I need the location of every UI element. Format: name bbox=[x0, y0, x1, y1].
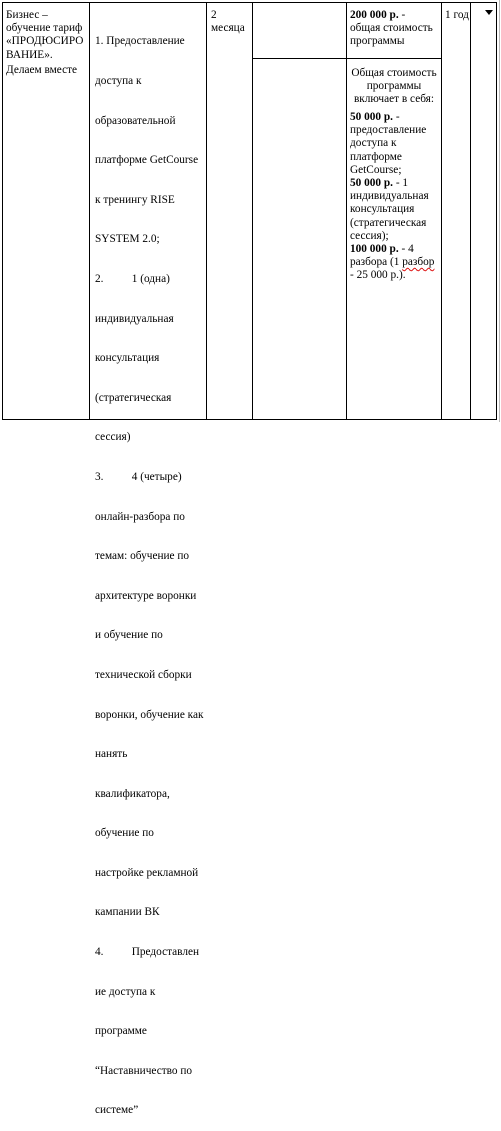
cost-cell-divider bbox=[253, 58, 441, 59]
services-line: 4. Предоставлен bbox=[95, 946, 200, 959]
breakdown-item1-line: GetCourse; bbox=[350, 163, 402, 176]
services-line: доступа к bbox=[95, 75, 142, 87]
services-line: образовательной bbox=[95, 114, 176, 127]
services-line: архитектуре воронки bbox=[95, 589, 197, 602]
table-border-top bbox=[2, 2, 497, 3]
services-line: кампании ВК bbox=[95, 906, 160, 919]
services-line: SYSTEM 2.0; bbox=[95, 233, 160, 246]
services-line: сессия) bbox=[95, 431, 131, 444]
services-line: обучение по bbox=[95, 827, 154, 840]
services-line: ие доступа к bbox=[95, 985, 156, 998]
services-line: технической сборки bbox=[95, 668, 192, 681]
spellcheck-flagged-word: разбор bbox=[402, 256, 435, 269]
product-line: Делаем вместе bbox=[6, 63, 78, 76]
product-line: ВАНИЕ». bbox=[6, 48, 53, 61]
breakdown-item1-line: предоставление bbox=[350, 124, 427, 137]
table-border-left bbox=[2, 2, 3, 420]
duration-cell bbox=[211, 9, 245, 35]
services-cell bbox=[95, 9, 204, 1131]
breakdown-item2-line: индивидуальная bbox=[350, 190, 429, 203]
term-value: 1 год bbox=[445, 9, 469, 21]
breakdown-item3-amount: 100 000 р. bbox=[350, 242, 399, 255]
services-line: платформе GetCourse bbox=[95, 154, 199, 167]
table-border-right bbox=[496, 2, 497, 420]
breakdown-item1-line: доступа к bbox=[350, 137, 397, 150]
services-line: к тренингу RISE bbox=[95, 193, 175, 206]
breakdown-intro-line: Общая стоимость bbox=[351, 67, 437, 79]
services-line: темам: обучение по bbox=[95, 550, 190, 563]
breakdown-item1-line: платформе bbox=[350, 150, 402, 163]
chevron-down-icon[interactable] bbox=[485, 10, 493, 15]
total-cost-cell bbox=[350, 9, 433, 49]
table-border-bottom bbox=[2, 419, 497, 420]
column-divider-1 bbox=[89, 2, 90, 420]
duration-line: 2 bbox=[211, 9, 217, 21]
breakdown-item3-rest: - 4 bbox=[398, 242, 414, 255]
product-line: «ПРОДЮСИРО bbox=[6, 35, 84, 48]
term-cell bbox=[445, 9, 469, 22]
services-line: 2. 1 (одна) bbox=[95, 272, 170, 285]
breakdown-item1-amount: 50 000 р. bbox=[350, 111, 393, 123]
product-line: обучение тариф bbox=[6, 22, 83, 35]
services-line: программе bbox=[95, 1025, 147, 1038]
services-line: настройке рекламной bbox=[95, 866, 199, 879]
product-line: Бизнес – bbox=[6, 9, 48, 21]
services-line: квалификатора, bbox=[95, 787, 170, 800]
services-line: онлайн-разбора по bbox=[95, 510, 185, 523]
product-cell bbox=[6, 9, 83, 77]
breakdown-item2-line: (стратегическая bbox=[350, 216, 427, 229]
breakdown-item2-line: сессия); bbox=[350, 229, 389, 242]
services-line: “Наставничество по bbox=[95, 1064, 193, 1077]
breakdown-item2-amount: 50 000 р. bbox=[350, 176, 393, 189]
breakdown-item3-line-a: разбора (1 bbox=[350, 256, 403, 269]
breakdown-intro-line: программы bbox=[366, 80, 422, 93]
services-line: 3. 4 (четыре) bbox=[95, 470, 182, 483]
total-cost-line: программы bbox=[350, 35, 405, 48]
column-divider-6 bbox=[470, 2, 471, 420]
breakdown-item2-line: консультация bbox=[350, 203, 415, 216]
page-edge bbox=[499, 0, 500, 422]
column-divider-3 bbox=[252, 2, 253, 420]
cost-breakdown-intro bbox=[347, 67, 441, 107]
services-line: 1. Предоставление bbox=[95, 35, 185, 48]
services-line: индивидуальная bbox=[95, 312, 174, 325]
cost-breakdown-items: 50 000 р. - предоставление доступа к платформе GetCourse; 50 000 р. - 1 индивидуальная консультация (стратегическая сессия); 100 000 р. - 4 разбора (1 разбор - 25 000 р.). bbox=[350, 111, 435, 282]
column-divider-2 bbox=[206, 2, 207, 420]
services-line: консультация bbox=[95, 352, 160, 365]
services-line: нанять bbox=[95, 748, 128, 761]
total-cost-line: общая стоимость bbox=[350, 22, 433, 35]
breakdown-intro-line: включает в себя: bbox=[353, 93, 435, 106]
services-line: воронки, обучение как bbox=[95, 708, 204, 721]
breakdown-item3-line-b: - 25 000 р.). bbox=[350, 269, 406, 282]
services-line: системе” bbox=[95, 1104, 139, 1117]
services-line: (стратегическая bbox=[95, 391, 172, 404]
duration-line: месяца bbox=[211, 22, 245, 35]
services-line: и обучение по bbox=[95, 629, 163, 642]
column-divider-4 bbox=[346, 2, 347, 420]
column-divider-5 bbox=[441, 2, 442, 420]
total-cost-amount: 200 000 р. bbox=[350, 9, 399, 21]
total-cost-dash: - bbox=[398, 9, 406, 21]
